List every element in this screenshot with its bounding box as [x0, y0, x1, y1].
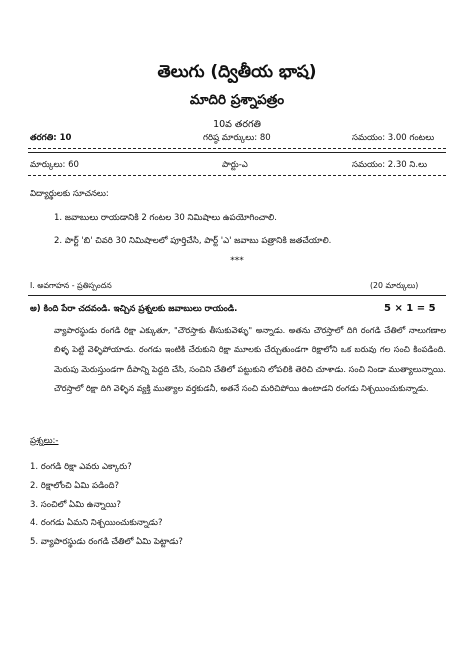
question-item: 2. రిక్షాలోంచి ఏమి పడింది?	[30, 481, 120, 491]
question-a-instruction: అ) కింది పేరా చదవండి. ఇచ్చిన ప్రశ్నలకు జవాబులు రాయండి.	[30, 304, 238, 314]
paper-title: తెలుగు (ద్వితీయ భాష)	[157, 62, 317, 82]
question-a-score: 5 × 1 = 5	[384, 303, 436, 314]
class-line: 10వ తరగతి	[213, 119, 261, 130]
instruction-item: 2. పార్ట్ 'బి' చివరి 30 నిమిషాలలో పూర్తిచేసి, పార్ట్ 'ఎ' జవాబు పత్రానికి జతచేయాలి.	[54, 236, 332, 246]
meta-class: తరగతి: 10	[30, 133, 72, 143]
passage-text: వ్యాపారస్థుడు రంగడి రిక్షా ఎక్కుతూ, "చౌరస్తాకు తీసుకువెళ్ళు" అన్నాడు. అతను చౌరస్తాలో దిగి రంగడి చేతిలో నాలుగణాల బిళ్ళ పెట్టి వెళ్ళిపోయాడు. రంగడు ఇంటికి చేరుకుని రిక్షా మూలకు చేర్చుతుండగా రిక్షాలోని ఒక బరువు గల సంచి కింపడింది. మెరుపు మెరుస్తుండగా దీపాన్ని పెద్దది చేసి, సంచిని చేతిలో పట్టుకుని లోపలికి తెరిచి చూశాడు. సంచి నిండా ముత్యాలున్నాయి. చౌరస్తాలో రిక్షా దిగి వెళ్ళిన వ్యక్తి ముత్యాల వర్తకుడనీ, అతనే సంచి మరిచిపోయి ఉంటాడని రంగడు నిశ్చయించుకున్నాడు.	[54, 325, 446, 393]
question-item: 1. రంగడి రిక్షా ఎవరు ఎక్కారు?	[30, 462, 132, 472]
paper-subtitle: మాదిరి ప్రశ్నాపత్రం	[189, 92, 285, 108]
instructions-heading: విద్యార్థులకు సూచనలు:	[30, 189, 109, 199]
section-heading: I. అవగాహన - ప్రతిస్పందన	[30, 281, 112, 290]
meta-marks: మార్కులు: 60	[30, 160, 79, 170]
meta-part: పార్టు-ఎ	[222, 160, 248, 170]
solid-divider	[28, 152, 446, 153]
question-item: 5. వ్యాపారస్థుడు రంగడి చేతిలో ఏమి పెట్టాడు?	[30, 537, 183, 547]
separator-stars: ***	[230, 256, 244, 266]
dashed-divider	[28, 148, 446, 149]
question-item: 4. రంగడు ఏమని నిశ్చయించుకున్నాడు?	[30, 518, 163, 528]
questions-heading: ప్రశ్నలు:-	[30, 436, 59, 446]
meta-total-time: సమయం: 3.00 గంటలు	[352, 133, 435, 143]
section-underline	[28, 295, 446, 296]
question-item: 3. సంచిలో ఏమి ఉన్నాయి?	[30, 500, 121, 510]
section-marks: (20 మార్కులు)	[370, 281, 419, 290]
dashed-divider	[28, 175, 446, 176]
meta-time: సమయం: 2.30 ని.లు	[352, 160, 428, 170]
instruction-item: 1. జవాబులు రాయడానికి 2 గంటల 30 నిమిషాలు ఉపయోగించాలి.	[54, 213, 277, 223]
reading-passage	[54, 321, 446, 398]
meta-total-marks: గరిష్ఠ మార్కులు: 80	[203, 133, 271, 143]
